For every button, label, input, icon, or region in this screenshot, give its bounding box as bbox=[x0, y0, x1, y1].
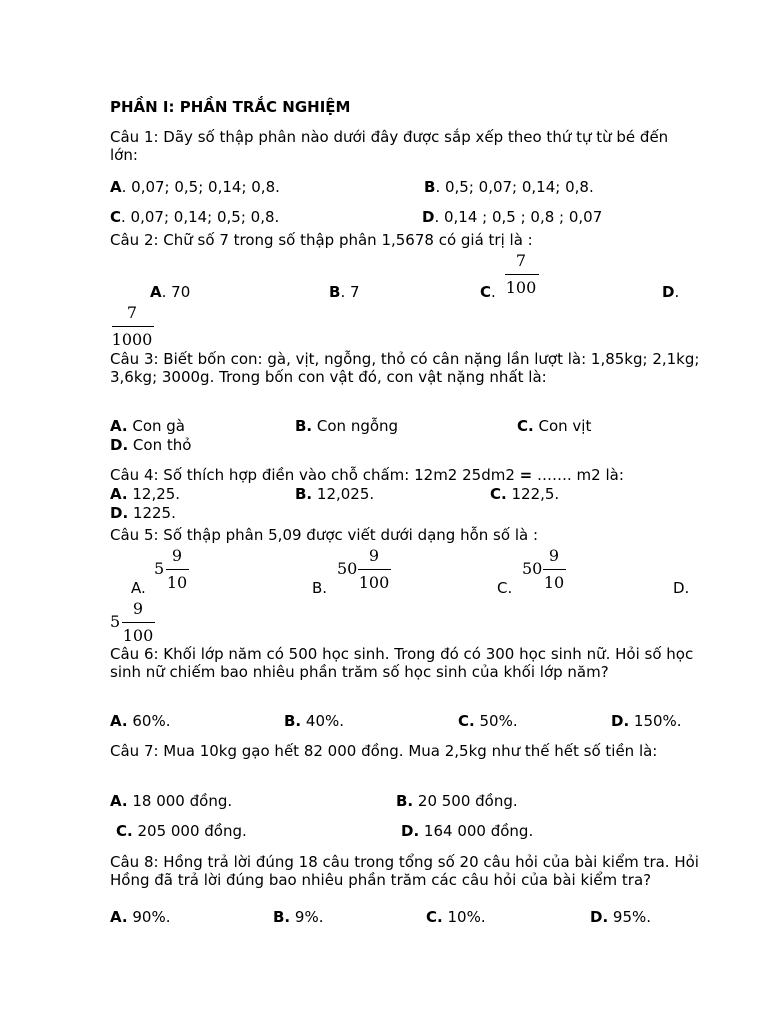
q6-option-b: B. 40%. bbox=[284, 712, 345, 730]
q6-option-d: D. 150%. bbox=[611, 712, 682, 730]
fraction-bar bbox=[358, 569, 391, 570]
q1-option-a: A. 0,07; 0,5; 0,14; 0,8. bbox=[110, 178, 280, 196]
fraction-bar bbox=[543, 569, 566, 570]
q6-option-a: A. 60%. bbox=[110, 712, 171, 730]
q4-option-c: C. 122,5. bbox=[490, 485, 560, 503]
fraction-denominator: 100 bbox=[358, 573, 390, 592]
q5-option-d-letter: D. bbox=[673, 579, 690, 597]
q5-option-c-letter: C. bbox=[497, 579, 513, 597]
fraction-denominator: 10 bbox=[166, 573, 188, 592]
q2-option-c: C. bbox=[480, 283, 496, 301]
q5-option-b-letter: B. bbox=[312, 579, 328, 597]
question-2-stem: Câu 2: Chữ số 7 trong số thập phân 1,5678 có giá trị là : bbox=[110, 231, 533, 249]
q8-option-a: A. 90%. bbox=[110, 908, 171, 926]
q7-option-a: A. 18 000 đồng. bbox=[110, 792, 233, 810]
fraction-numerator: 7 bbox=[126, 303, 138, 322]
fraction-numerator: 9 bbox=[368, 546, 380, 565]
q1-option-d: D. 0,14 ; 0,5 ; 0,8 ; 0,07 bbox=[422, 208, 603, 226]
question-7-stem: Câu 7: Mua 10kg gạo hết 82 000 đồng. Mua 2,5kg như thế hết số tiền là: bbox=[110, 742, 658, 760]
q6-option-c: C. 50%. bbox=[458, 712, 518, 730]
q4-option-b: B. 12,025. bbox=[295, 485, 375, 503]
fraction-denominator: 1000 bbox=[111, 330, 153, 349]
q4-option-d: D. 1225. bbox=[110, 504, 176, 522]
fraction-bar bbox=[112, 326, 154, 327]
fraction-numerator: 9 bbox=[132, 599, 144, 618]
fraction-bar bbox=[505, 274, 539, 275]
q1-option-b: B. 0,5; 0,07; 0,14; 0,8. bbox=[424, 178, 594, 196]
q8-option-d: D. 95%. bbox=[590, 908, 652, 926]
question-1-stem: Câu 1: Dãy số thập phân nào dưới đây được sắp xếp theo thứ tự từ bé đến lớn: bbox=[110, 128, 669, 164]
mixed-number-whole: 5 bbox=[110, 612, 121, 631]
fraction-bar bbox=[166, 569, 189, 570]
fraction-denominator: 100 bbox=[505, 278, 537, 297]
section-title: PHẦN I: PHẦN TRẮC NGHIỆM bbox=[110, 98, 351, 116]
mixed-number-whole: 5 bbox=[154, 559, 165, 578]
q8-option-c: C. 10%. bbox=[426, 908, 486, 926]
q3-option-d: D. Con thỏ bbox=[110, 436, 192, 454]
q7-option-b: B. 20 500 đồng. bbox=[396, 792, 518, 810]
fraction-numerator: 9 bbox=[548, 546, 560, 565]
q4-option-a: A. 12,25. bbox=[110, 485, 181, 503]
q8-option-b: B. 9%. bbox=[273, 908, 324, 926]
question-3-stem: Câu 3: Biết bốn con: gà, vịt, ngỗng, thỏ có cân nặng lần lượt là: 1,85kg; 2,1kg; 3,6kg; 3000g. Trong bốn con vật đó, con vật nặng nhất là: bbox=[110, 350, 700, 386]
fraction-numerator: 7 bbox=[515, 251, 527, 270]
q3-option-c: C. Con vịt bbox=[517, 417, 592, 435]
mixed-number-whole: 50 bbox=[522, 559, 543, 578]
question-4-stem: Câu 4: Số thích hợp điền vào chỗ chấm: 12m2 25dm2 = ……. m2 là: bbox=[110, 466, 624, 484]
q3-option-b: B. Con ngỗng bbox=[295, 417, 399, 435]
q7-option-d: D. 164 000 đồng. bbox=[401, 822, 534, 840]
q5-option-a-letter: A. bbox=[131, 579, 146, 597]
fraction-numerator: 9 bbox=[171, 546, 183, 565]
fraction-denominator: 100 bbox=[122, 626, 154, 645]
q2-option-b: B. 7 bbox=[329, 283, 360, 301]
question-5-stem: Câu 5: Số thập phân 5,09 được viết dưới dạng hỗn số là : bbox=[110, 526, 538, 544]
mixed-number-whole: 50 bbox=[337, 559, 358, 578]
fraction-bar bbox=[122, 622, 155, 623]
q7-option-c: C. 205 000 đồng. bbox=[116, 822, 247, 840]
q3-option-a: A. Con gà bbox=[110, 417, 186, 435]
question-6-stem: Câu 6: Khối lớp năm có 500 học sinh. Trong đó có 300 học sinh nữ. Hỏi số học sinh nữ chiếm bao nhiêu phần trăm số học sinh của khối lớp năm? bbox=[110, 645, 694, 681]
fraction-denominator: 10 bbox=[543, 573, 565, 592]
question-8-stem: Câu 8: Hồng trả lời đúng 18 câu trong tổng số 20 câu hỏi của bài kiểm tra. Hỏi Hồng đã trả lời đúng bao nhiêu phần trăm các câu hỏi của bài kiểm tra? bbox=[110, 853, 699, 889]
q1-option-c: C. 0,07; 0,14; 0,5; 0,8. bbox=[110, 208, 280, 226]
q2-option-a: A. 70 bbox=[150, 283, 191, 301]
q2-option-d: D. bbox=[662, 283, 680, 301]
